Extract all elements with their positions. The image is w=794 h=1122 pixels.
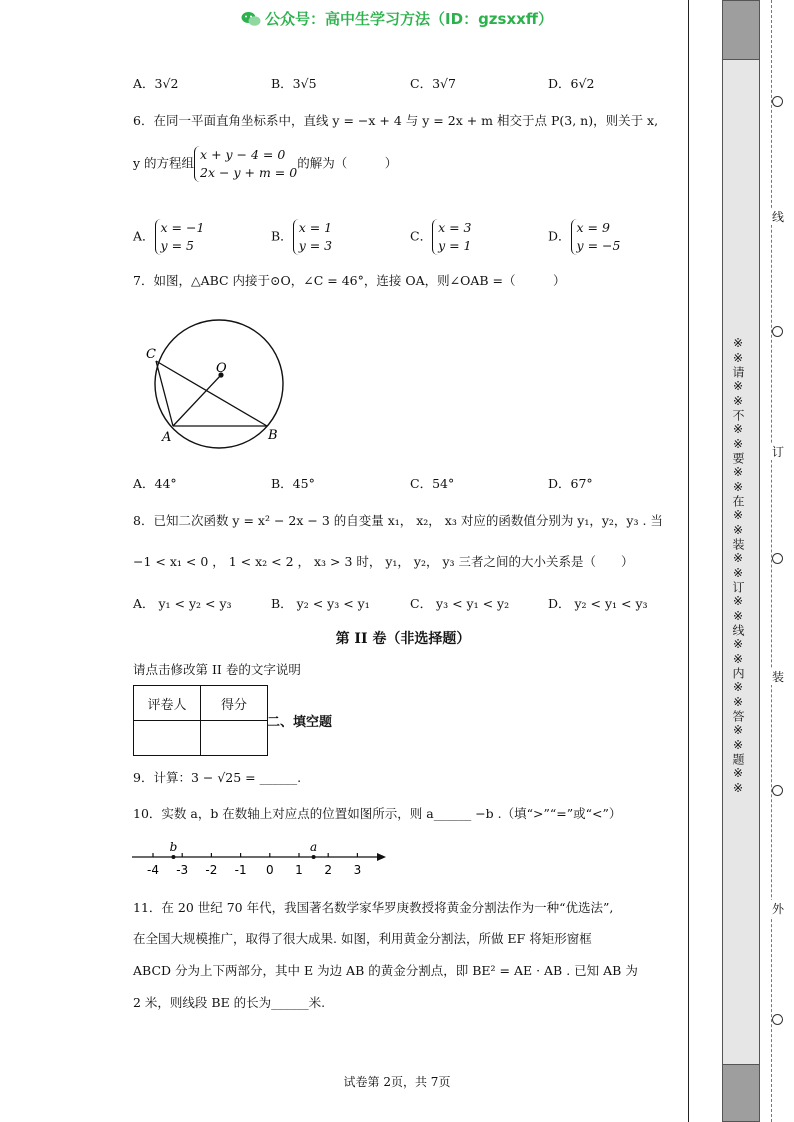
q6-option-a-y: y = 5 xyxy=(160,238,194,253)
wechat-title: 公众号：高中生学习方法（ID：gzsxxff） xyxy=(265,10,553,28)
score-header: 得分 xyxy=(201,686,268,721)
q5-options xyxy=(133,74,673,92)
q6-option-c-system xyxy=(432,219,471,255)
q6-option-d xyxy=(548,219,620,255)
q6-option-d-label: D． xyxy=(548,228,571,244)
q6-stem-suffix: 的解为（ ） xyxy=(297,155,398,171)
point-a-dot xyxy=(312,855,316,859)
q6-option-c-y: y = 1 xyxy=(438,238,472,253)
binding-hole-4 xyxy=(772,785,783,796)
tick-label: 3 xyxy=(353,863,362,877)
binding-mark-bind: 装 xyxy=(771,670,784,684)
number-line-points xyxy=(170,840,318,859)
q6-option-b-label: B． xyxy=(271,228,293,244)
label-a: A xyxy=(162,430,172,445)
q8-stem-line1: 8．已知二次函数 y = x² − 2x − 3 的自变量 x₁， x₂， x₃ 对应的函数值分别为 y₁，y₂，y₃ . 当 xyxy=(133,513,663,528)
binding-hole-3 xyxy=(772,553,783,564)
q6-option-a-x: x = −1 xyxy=(160,220,205,235)
q5-option-b: B．3√5 xyxy=(271,76,317,91)
wechat-header xyxy=(0,8,794,29)
section-title: 二、填空题 xyxy=(267,715,333,730)
tick-label: 2 xyxy=(324,863,333,877)
q6-eq2: 2x − y + m = 0 xyxy=(200,165,298,180)
segment-cb xyxy=(156,361,267,426)
q8-option-a: A． y₁ < y₂ < y₃ xyxy=(133,596,232,611)
binding-border-line xyxy=(688,0,689,1122)
q7-option-c: C．54° xyxy=(410,476,455,491)
q6-option-b-x: x = 1 xyxy=(298,220,333,235)
q6-eq1: x + y − 4 = 0 xyxy=(200,147,286,162)
tick-label: -4 xyxy=(147,863,159,877)
score-cell[interactable] xyxy=(201,721,268,756)
reviewer-header: 评卷人 xyxy=(134,686,201,721)
q11-stem-line3: ABCD 分为上下两部分，其中 E 为边 AB 的黄金分割点，即 BE² = AE · AB . 已知 AB 为 xyxy=(133,963,638,978)
q6-option-b xyxy=(271,219,332,255)
number-line-arrow xyxy=(377,853,386,861)
binding-mark-order: 订 xyxy=(771,445,784,459)
wechat-icon xyxy=(241,11,261,27)
point-b-label: b xyxy=(169,840,178,854)
q6-stem-prefix: y 的方程组 xyxy=(133,155,195,171)
q7-options xyxy=(133,474,673,492)
score-table xyxy=(133,685,268,756)
q6-option-d-x: x = 9 xyxy=(576,220,610,235)
q6-option-d-system xyxy=(571,219,621,255)
binding-mark-line: 线 xyxy=(771,210,784,224)
q8-option-c: C． y₃ < y₁ < y₂ xyxy=(410,596,510,611)
q8-stem-line2: −1 < x₁ < 0 ， 1 < x₂ < 2 ， x₃ > 3 时， y₁， y₂， y₃ 三者之间的大小关系是（ ） xyxy=(133,554,634,569)
tick-label: -1 xyxy=(234,863,247,877)
q5-option-d: D．6√2 xyxy=(548,76,595,91)
tick-label: 0 xyxy=(265,863,274,877)
binding-strip-top-block xyxy=(722,0,760,60)
q6-option-c-label: C． xyxy=(410,228,433,244)
part2-note: 请点击修改第 II 卷的文字说明 xyxy=(133,662,301,677)
segment-oa xyxy=(173,375,221,426)
q8-option-d: D． y₂ < y₁ < y₃ xyxy=(548,596,648,611)
q9-stem: 9．计算：3 − √25 = ______. xyxy=(133,770,302,785)
binding-hole-5 xyxy=(772,1014,783,1025)
q5-option-c: C．3√7 xyxy=(410,76,456,91)
q6-option-d-y: y = −5 xyxy=(576,238,621,253)
reviewer-cell[interactable] xyxy=(134,721,201,756)
binding-hole-2 xyxy=(772,326,783,337)
binding-notice: ※※请※※不※※要※※在※※装※※订※※线※※内※※答※※题※※ xyxy=(731,336,745,796)
q6-stem-line2 xyxy=(133,146,397,182)
q11-stem-line2: 在全国大规模推广，取得了很大成果. 如图，利用黄金分割法，所做 EF 将矩形窗框 xyxy=(133,931,592,946)
q6-equation-system xyxy=(194,146,297,182)
q10-stem: 10．实数 a，b 在数轴上对应点的位置如图所示，则 a______ −b .（填“>”“=”或“<”） xyxy=(133,806,622,821)
tick-label: 1 xyxy=(295,863,303,877)
page-footer: 试卷第 2页，共 7页 xyxy=(343,1075,451,1089)
q7-option-d: D．67° xyxy=(548,476,593,491)
label-c: C xyxy=(146,347,156,362)
tick-label: -3 xyxy=(176,863,189,877)
q7-option-a: A．44° xyxy=(133,476,177,491)
q11-stem-line4: 2 米，则线段 BE 的长为______米. xyxy=(133,995,326,1010)
q6-option-b-system xyxy=(293,219,332,255)
q6-option-a-label: A． xyxy=(133,228,155,244)
q10-number-line xyxy=(130,834,390,878)
binding-mark-outer: 外 xyxy=(771,902,784,916)
q5-option-a: A．3√2 xyxy=(133,76,179,91)
q6-option-a xyxy=(133,219,204,255)
q7-circle-figure xyxy=(140,308,300,454)
binding-hole-1 xyxy=(772,96,783,107)
q7-option-b: B．45° xyxy=(271,476,315,491)
label-o: O xyxy=(216,361,227,376)
q8-option-b: B． y₂ < y₃ < y₁ xyxy=(271,596,370,611)
q6-options xyxy=(133,207,673,253)
q6-option-c-x: x = 3 xyxy=(438,220,472,235)
q11-stem-line1: 11．在 20 世纪 70 年代，我国著名数学家华罗庚教授将黄金分割法作为一种“优选法”, xyxy=(133,900,614,915)
q6-option-b-y: y = 3 xyxy=(298,238,333,253)
circle-o xyxy=(155,320,283,448)
point-a-label: a xyxy=(310,840,318,854)
part2-title: 第 II 卷（非选择题） xyxy=(335,631,471,647)
q6-stem-line1: 6．在同一平面直角坐标系中，直线 y = −x + 4 与 y = 2x + m 相交于点 P(3, n)，则关于 x, xyxy=(133,113,659,128)
point-b-dot xyxy=(171,855,175,859)
q8-options xyxy=(133,594,673,612)
label-b: B xyxy=(268,428,278,443)
q6-option-a-system xyxy=(155,219,205,255)
tick-label: -2 xyxy=(205,863,218,877)
q6-option-c xyxy=(410,219,472,255)
binding-strip-bottom-block xyxy=(722,1064,760,1122)
q7-stem: 7．如图，△ABC 内接于⊙O，∠C = 46°，连接 OA，则∠OAB =（ ） xyxy=(133,273,566,288)
